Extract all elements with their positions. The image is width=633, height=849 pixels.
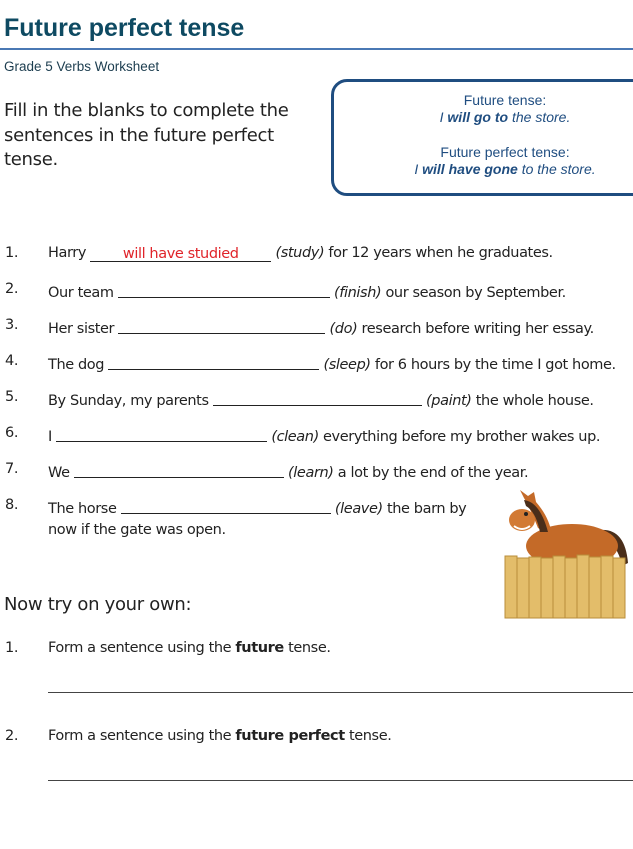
page-title: Future perfect tense (4, 14, 245, 42)
exercise-prefix: The horse (48, 501, 121, 517)
perfect-example: I will have gone to the store. (414, 161, 596, 177)
exercise-number: 8. (5, 497, 19, 513)
exercise-suffix: everything before my brother wakes up. (318, 429, 601, 445)
answer-blank[interactable] (56, 426, 267, 442)
exercise-suffix: a lot by the end of the year. (333, 465, 529, 481)
perfect-label: Future perfect tense: (440, 144, 570, 160)
exercise-prefix: Harry (48, 245, 91, 261)
verb-hint: (study) (275, 245, 325, 261)
exercise-suffix: for 6 hours by the time I got home. (370, 357, 616, 373)
verb-hint: (leave) (334, 501, 383, 517)
exercise-number: 1. (5, 245, 19, 261)
verb-hint: (paint) (426, 393, 472, 409)
exercise-number: 4. (5, 353, 19, 369)
answer-line-1[interactable] (48, 692, 633, 693)
answer-blank[interactable] (121, 498, 331, 514)
subtitle: Grade 5 Verbs Worksheet (4, 59, 160, 74)
horse-on-fence-illustration (500, 488, 633, 620)
answer-blank[interactable] (118, 282, 330, 298)
exercise-suffix: the barn by (382, 501, 467, 517)
verb-hint: (finish) (334, 285, 382, 301)
exercise-number: 5. (5, 389, 19, 405)
exercise-prefix: By Sunday, my parents (48, 393, 213, 409)
exercise-prefix: We (48, 465, 74, 481)
answer-blank[interactable] (108, 354, 319, 370)
exercise-number: 3. (5, 317, 19, 333)
verb-hint: (learn) (288, 465, 334, 481)
verb-hint: (sleep) (323, 357, 371, 373)
exercise-number: 6. (5, 425, 19, 441)
answer-blank[interactable] (74, 462, 284, 478)
answer-blank[interactable] (213, 390, 422, 406)
exercise-suffix: research before writing her essay. (357, 321, 594, 337)
title-divider (0, 48, 633, 50)
verb-hint: (clean) (271, 429, 319, 445)
exercise-number: 2. (5, 281, 19, 297)
exercise-number: 7. (5, 461, 19, 477)
future-example: I will go to the store. (439, 109, 571, 125)
exercise-suffix: the whole house. (471, 393, 594, 409)
exercise-prefix: The dog (48, 357, 109, 373)
own-section-heading: Now try on your own: (4, 594, 192, 615)
instructions: Fill in the blanks to complete the sentences in the future perfect tense. (4, 100, 289, 170)
exercise-prefix: I (48, 429, 57, 445)
exercise-suffix: for 12 years when he graduates. (324, 245, 553, 261)
future-label: Future tense: (463, 92, 547, 108)
answer-blank[interactable] (118, 318, 325, 334)
exercise-line2: now if the gate was open. (48, 522, 226, 538)
answer-blank[interactable]: will have studied (90, 246, 271, 262)
verb-hint: (do) (329, 321, 358, 337)
exercise-suffix: our season by September. (381, 285, 566, 301)
exercise-prefix: Her sister (48, 321, 119, 337)
answer-line-2[interactable] (48, 780, 633, 781)
exercise-prefix: Our team (48, 285, 118, 301)
